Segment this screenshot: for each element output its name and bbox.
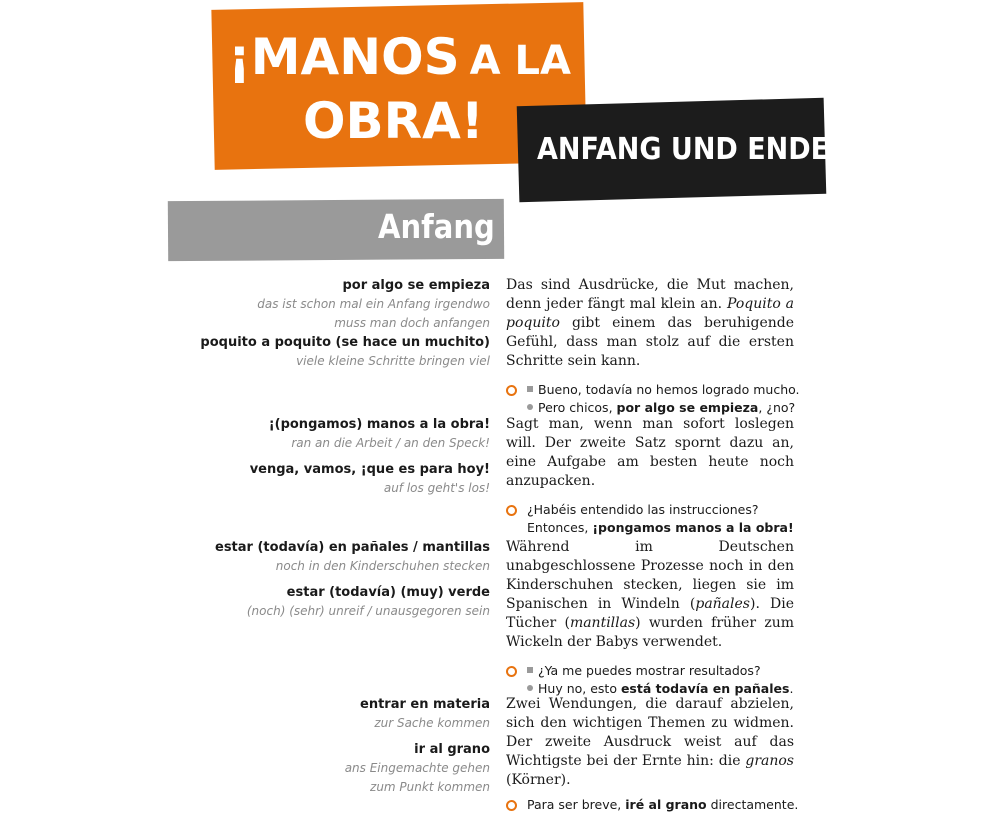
expressions (150, 695, 490, 797)
expression: entrar en materia (360, 697, 490, 712)
dialog-line: Bueno, todavía no hemos logrado mucho. (527, 381, 794, 399)
translation: ran an die Arbeit / an den Speck! (291, 436, 490, 450)
dialog-line: ¿Habéis entendido las instrucciones? (527, 502, 759, 517)
translation: muss man doch anfangen (334, 316, 490, 330)
translation: (noch) (sehr) unreif / unausgegoren sein (246, 604, 490, 618)
explanation-text: Das sind Ausdrücke, die Mut machen, denn jeder fängt mal klein an. Poquito a poquito gibt einem das beruhigende Gefühl, dass man stolz auf die ersten Schritte sein kann. (506, 277, 794, 369)
title-line-2: OBRA! (303, 92, 484, 150)
example-dialog (506, 381, 800, 417)
explanation (506, 538, 794, 698)
expression: ¡(pongamos) manos a la obra! (268, 417, 490, 432)
expressions (150, 276, 490, 371)
bullet-circle-icon (506, 800, 517, 811)
explanation-text: Zwei Wendungen, die darauf abzielen, sich den wichtigen Themen zu widmen. Der zweite Ausdruck weist auf das Wichtigste bei der Ernte hin: die granos (Körner). (506, 696, 794, 788)
explanation (506, 276, 800, 417)
example-dialog (506, 662, 794, 698)
explanation (506, 695, 799, 814)
bullet-circle-icon (506, 666, 517, 677)
expression: por algo se empieza (342, 278, 490, 293)
expressions (150, 538, 490, 621)
example-dialog (506, 501, 794, 537)
translation: noch in den Kinderschuhen stecken (275, 559, 490, 573)
expressions (150, 415, 490, 498)
translation: auf los geht's los! (383, 481, 490, 495)
expression: estar (todavía) (muy) verde (286, 585, 490, 600)
explanation-text: Während im Deutschen unabgeschlossene Prozesse noch in den Kinderschuhen stecken, liegen sie im Spanischen in Windeln (pañales). Die Tücher (mantillas) wurden früher zum Wickeln der Babys verwendet. (506, 539, 794, 650)
expression: ir al grano (414, 742, 490, 757)
section-title: Anfang (378, 207, 495, 246)
explanation-text: Sagt man, wenn man sofort loslegen will. Der zweite Satz spornt dazu an, eine Aufgabe am besten heute noch anzupacken. (506, 416, 794, 489)
title-line-1: ¡MANOS A LA (228, 28, 571, 86)
dialog-line: ¿Ya me puedes mostrar resultados? (527, 662, 794, 680)
example-dialog (506, 796, 799, 814)
expression: venga, vamos, ¡que es para hoy! (249, 462, 490, 477)
bullet-circle-icon (506, 385, 517, 396)
dialog-line: Entonces, ¡pongamos manos a la obra! (527, 520, 794, 535)
dot-icon (527, 685, 533, 691)
dialog-line: Huy no, esto está todavía en pañales. (527, 680, 794, 698)
dialog-line: Para ser breve, iré al grano directamente. (527, 797, 799, 812)
translation: zum Punkt kommen (370, 780, 490, 794)
subtitle: ANFANG UND ENDE (537, 132, 830, 167)
square-icon (527, 667, 533, 673)
dot-icon (527, 404, 533, 410)
translation: zur Sache kommen (374, 716, 490, 730)
translation: das ist schon mal ein Anfang irgendwo (257, 297, 490, 311)
expression: estar (todavía) en pañales / mantillas (215, 540, 490, 555)
expression: poquito a poquito (se hace un muchito) (200, 335, 490, 350)
bullet-circle-icon (506, 505, 517, 516)
explanation (506, 415, 794, 537)
translation: viele kleine Schritte bringen viel (296, 354, 490, 368)
translation: ans Eingemachte gehen (344, 761, 490, 775)
square-icon (527, 386, 533, 392)
dialog-line: Pero chicos, por algo se empieza, ¿no? (527, 399, 794, 417)
